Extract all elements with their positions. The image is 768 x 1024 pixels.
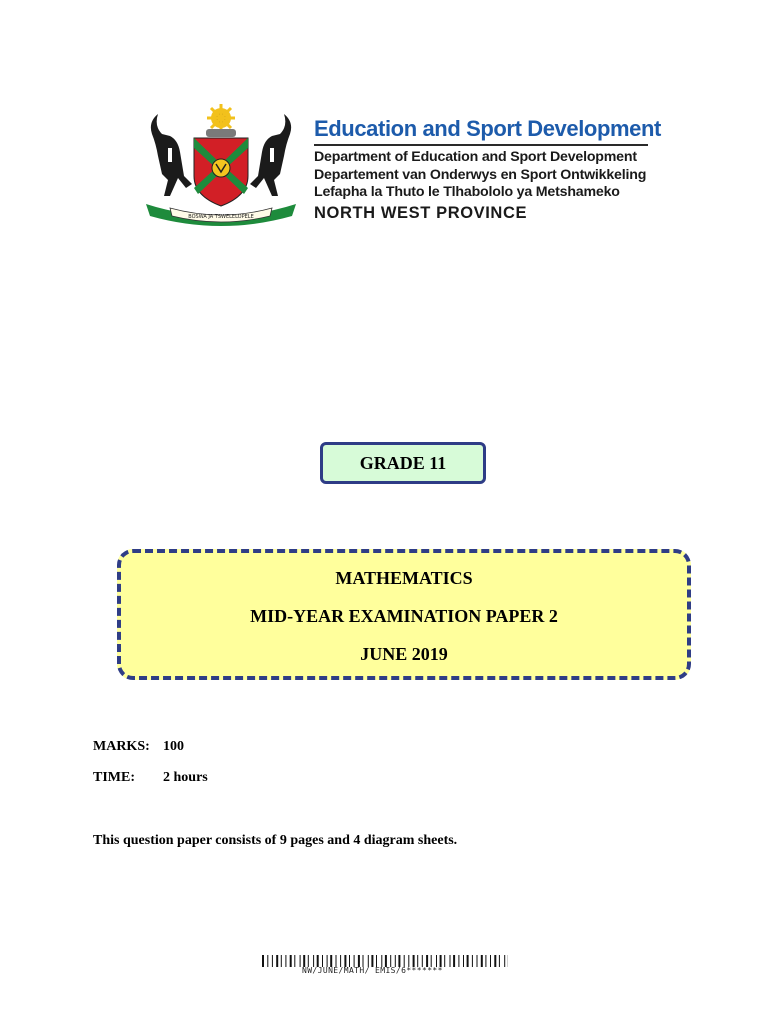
grade-label: GRADE 11 [320, 442, 486, 484]
department-line-english: Department of Education and Sport Development [314, 149, 637, 165]
marks-value: 100 [163, 739, 184, 754]
header-rule [314, 144, 648, 146]
footer-code: NW/JUNE/MATH/ EMIS/6******* [302, 966, 443, 975]
exam-title-box [117, 549, 691, 680]
department-block [314, 116, 660, 224]
exam-paper: MID-YEAR EXAMINATION PAPER 2 [250, 606, 558, 626]
department-line-setswana: Lefapha la Thuto le Tlhabololo ya Metshameko [314, 184, 620, 200]
time-label: TIME: [93, 770, 135, 785]
department-line-afrikaans: Departement van Onderwys en Sport Ontwikkeling [314, 166, 647, 183]
department-title: Education and Sport Development [314, 116, 661, 141]
coat-of-arms-icon [140, 104, 302, 228]
time-row [93, 769, 208, 787]
letterhead [140, 104, 660, 228]
crest-motto: BOSWA JA TSWELELOPELE [188, 214, 254, 220]
footer [262, 955, 508, 975]
paper-note: This question paper consists of 9 pages and 4 diagram sheets. [93, 833, 458, 848]
exam-subject: MATHEMATICS [335, 568, 473, 588]
province-name: NORTH WEST PROVINCE [314, 203, 528, 222]
exam-date: JUNE 2019 [360, 644, 448, 664]
marks-label: MARKS: [93, 739, 150, 754]
marks-row [93, 738, 184, 756]
time-value: 2 hours [163, 770, 208, 785]
